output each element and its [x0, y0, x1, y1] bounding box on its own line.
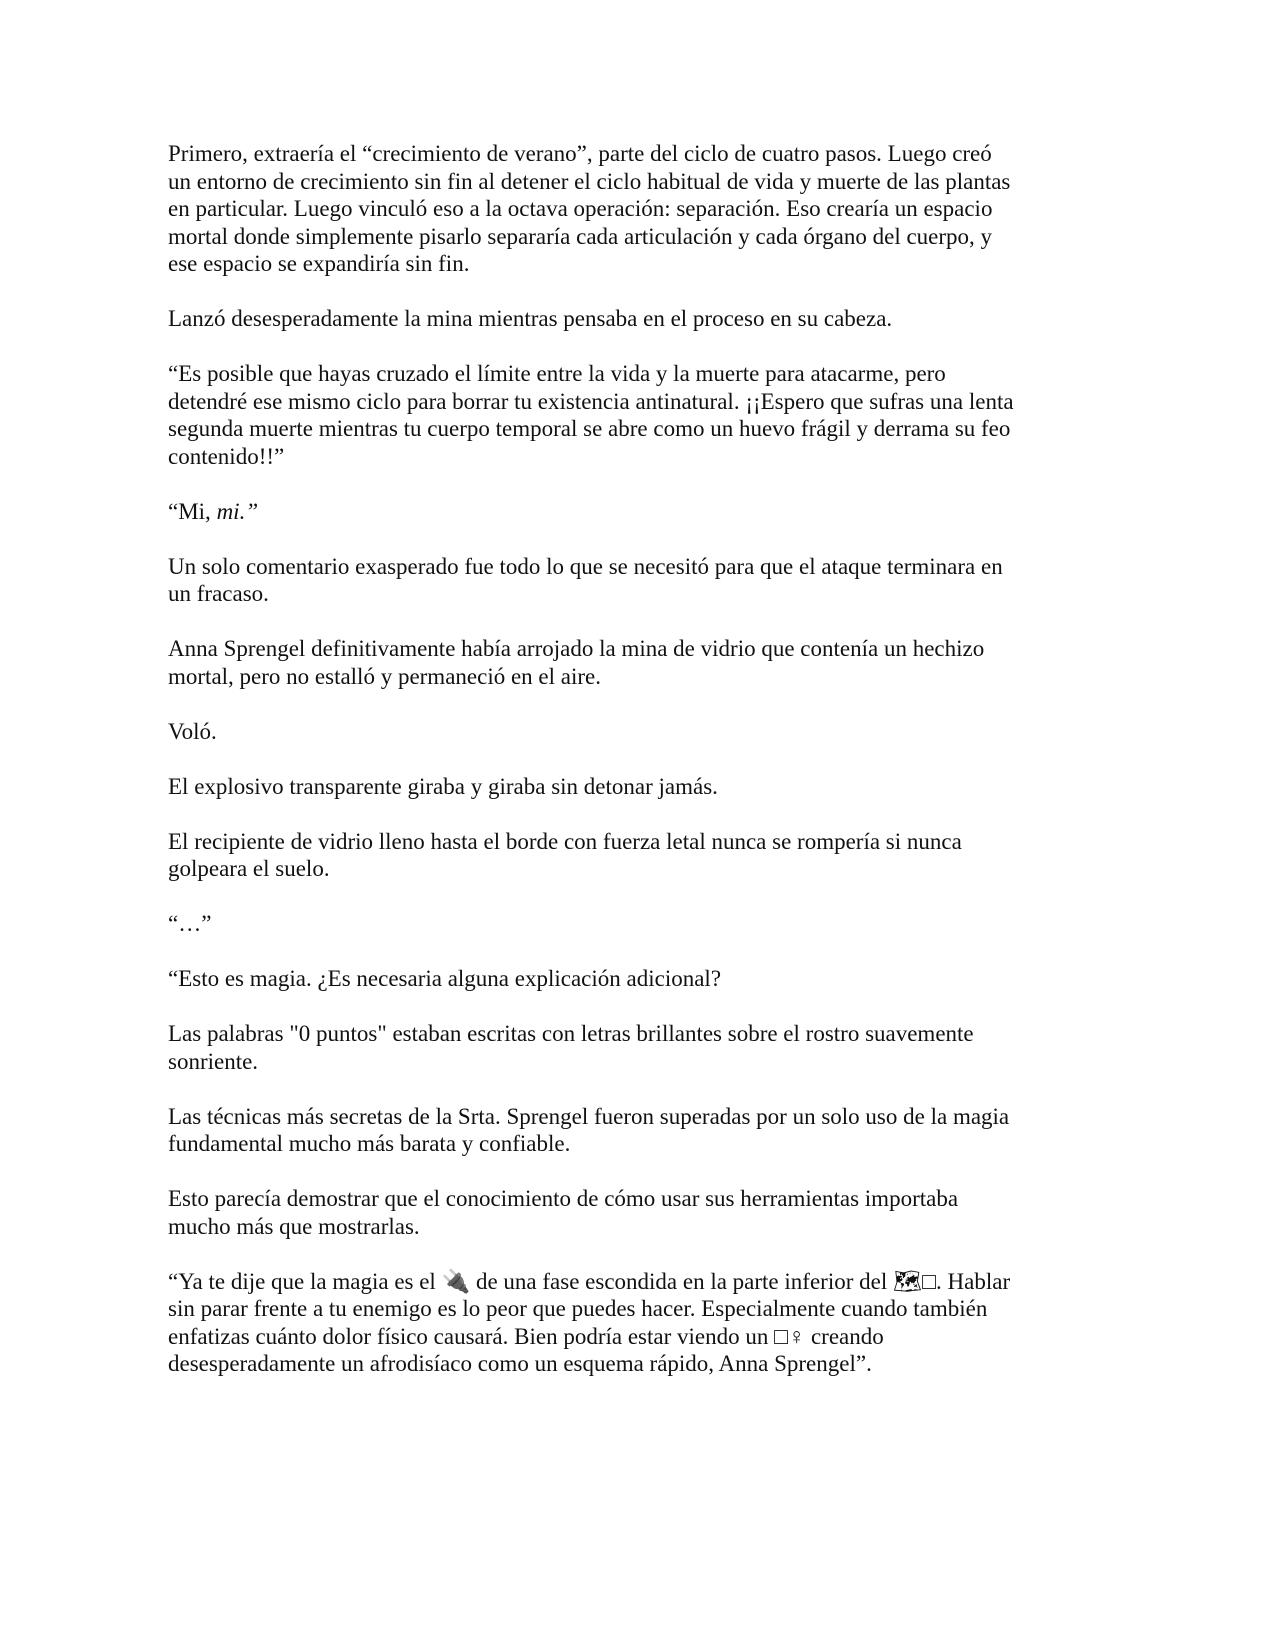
text-line: fundamental mucho más barata y confiable. [168, 1131, 571, 1156]
text-line: mucho más que mostrarlas. [168, 1213, 420, 1239]
document-page [168, 140, 1068, 1405]
paragraph [168, 773, 1068, 801]
text-line: un fracaso. [168, 581, 269, 606]
paragraph [168, 498, 1068, 526]
text-line: enfatizas cuánto dolor físico causará. Bien podría estar viendo un □♀ creando [168, 1323, 884, 1349]
text-line: “…” [168, 911, 212, 936]
text-line: “Esto es magia. ¿Es necesaria alguna explicación adicional? [168, 966, 722, 991]
paragraph [168, 828, 1068, 883]
text-line: El recipiente de vidrio lleno hasta el borde con fuerza letal nunca se rompería si nunca [168, 828, 962, 854]
text-line: mortal, pero no estalló y permaneció en el aire. [168, 663, 601, 689]
text-line: Lanzó desesperadamente la mina mientras pensaba en el proceso en su cabeza. [168, 306, 893, 331]
text-line: segunda muerte mientras tu cuerpo temporal se abre como un huevo frágil y derrama su feo [168, 416, 1011, 441]
paragraph [168, 718, 1068, 746]
paragraph [168, 1020, 1068, 1075]
text-line: Las palabras "0 puntos" estaban escritas con letras brillantes sobre el rostro suavemente [168, 1021, 974, 1046]
paragraph [168, 1185, 1068, 1240]
paragraph [168, 1103, 1068, 1158]
text-line: ese espacio se expandiría sin fin. [168, 251, 470, 276]
paragraph [168, 305, 1068, 333]
paragraph [168, 140, 1068, 278]
text-line: Anna Sprengel definitivamente había arrojado la mina de vidrio que contenía un hechizo [168, 636, 985, 661]
text-run: “Mi, [168, 498, 217, 524]
text-line: Esto parecía demostrar que el conocimiento de cómo usar sus herramientas importaba [168, 1186, 959, 1211]
text-line: mortal donde simplemente pisarlo separaría cada articulación y cada órgano del cuerpo, y [168, 223, 993, 249]
text-line: golpeara el suelo. [168, 856, 330, 881]
text-line: Las técnicas más secretas de la Srta. Sprengel fueron superadas por un solo uso de la magia [168, 1103, 1010, 1129]
paragraph [168, 910, 1068, 938]
text-line: detendré ese mismo ciclo para borrar tu existencia antinatural. ¡¡Espero que sufras una lenta [168, 388, 1014, 414]
text-line: El explosivo transparente giraba y giraba sin detonar jamás. [168, 773, 718, 799]
text-line: Voló. [168, 718, 217, 744]
paragraph [168, 1268, 1068, 1378]
paragraph [168, 553, 1068, 608]
paragraph [168, 965, 1068, 993]
text-line: en particular. Luego vinculó eso a la octava operación: separación. Eso crearía un espacio [168, 196, 993, 221]
text-line: contenido!!” [168, 443, 285, 469]
text-line: desesperadamente un afrodisíaco como un esquema rápido, Anna Sprengel”. [168, 1351, 872, 1376]
text-line: sonriente. [168, 1048, 259, 1074]
text-line: Un solo comentario exasperado fue todo lo que se necesitó para que el ataque terminara en [168, 553, 1003, 579]
text-line: “Ya te dije que la magia es el 🔌 de una fase escondida en la parte inferior del 🗺□. Hablar [168, 1268, 1011, 1294]
paragraph [168, 360, 1068, 470]
text-line: “Es posible que hayas cruzado el límite entre la vida y la muerte para atacarme, pero [168, 361, 946, 386]
paragraph [168, 635, 1068, 690]
text-line: Primero, extraería el “crecimiento de verano”, parte del ciclo de cuatro pasos. Luego creó [168, 141, 992, 166]
text-line [168, 498, 1068, 526]
text-line: sin parar frente a tu enemigo es lo peor que puedes hacer. Especialmente cuando también [168, 1296, 988, 1321]
italic-text-run: mi.” [216, 498, 259, 524]
text-line: un entorno de crecimiento sin fin al detener el ciclo habitual de vida y muerte de las plantas [168, 168, 1011, 194]
